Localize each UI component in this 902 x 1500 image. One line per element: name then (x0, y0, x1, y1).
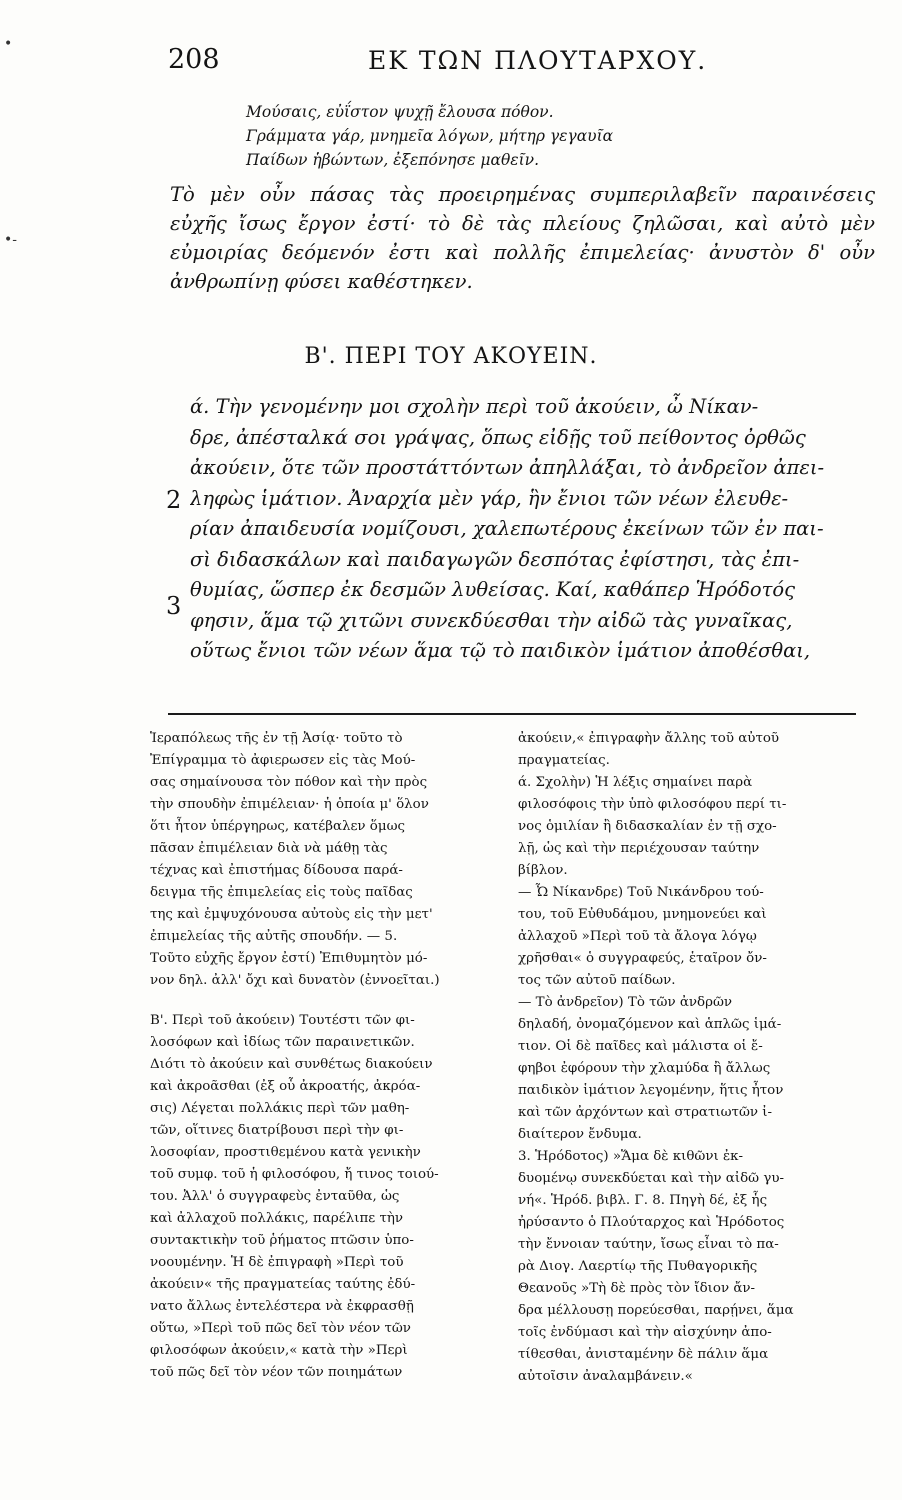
note-line: ἠρύσαντο ὁ Πλούταρχος καὶ Ἡρόδοτος (518, 1215, 785, 1230)
note-line: καὶ ἀκροᾶσθαι (ἐξ οὗ ἀκροατής, ἀκρόα- (150, 1079, 421, 1094)
verse-quotation (246, 100, 766, 172)
note-line: τοῖς ἐνδύμασι καὶ τὴν αἰσχύνην ἀπο- (518, 1325, 772, 1340)
note-line: οὕτω, »Περὶ τοῦ πῶς δεῖ τὸν νέον τῶν (150, 1321, 411, 1336)
note-line: νον δηλ. ἀλλ' ὄχι καὶ δυνατὸν (ἐννοεῖται.) (150, 973, 440, 988)
note-line: σις) Λέγεται πολλάκις περὶ τῶν μαθη- (150, 1101, 410, 1116)
note-line: Τοῦτο εὐχῆς ἔργον ἐστί) Ἐπιθυμητὸν μό- (150, 951, 428, 966)
note-line: νος ὁμιλίαν ἢ διδασκαλίαν ἐν τῇ σχο- (518, 819, 777, 834)
note-line: τοῦ πῶς δεῖ τὸν νέον τῶν ποιημάτων (150, 1365, 403, 1380)
verse-line: Γράμματα γάρ, μνημεῖα λόγων, μήτηρ γεγαυῖα (246, 127, 614, 145)
note-line: τὴν σπουδὴν ἐπιμέλειαν· ἡ ὁποία μ' ὅλον (150, 797, 429, 812)
main-text-line: ἀκούειν, ὅτε τῶν προστάττόντων ἀπηλλάξαι, τὸ ἀνδρεῖον ἀπει- (190, 456, 825, 479)
note-line: 3. Ἡρόδοτος) »Ἅμα δὲ κιθῶνι ἐκ- (518, 1149, 744, 1164)
note-line: Ἐπίγραμμα τὸ ἀφιερωσεν εἰς τὰς Μού- (150, 753, 416, 768)
main-text-line: οὕτως ἔνιοι τῶν νέων ἅμα τῷ τὸ παιδικὸν ἱμάτιον ἀποθέσθαι, (190, 639, 811, 662)
note-line: νοουμένην. Ἡ δὲ ἐπιγραφὴ »Περὶ τοῦ (150, 1255, 404, 1270)
main-text (190, 392, 875, 667)
main-text-line: σὶ διδασκάλων καὶ παιδαγωγῶν δεσπότας ἐφίστησι, τὰς ἐπι- (190, 547, 800, 571)
main-text-line: δρε, ἀπέσταλκά σοι γράψας, ὅπως εἰδῇς τοῦ πείθοντος ὀρθῶς (190, 425, 806, 449)
edge-mark: •- (4, 232, 17, 248)
note-line: λῇ, ὡς καὶ τὴν περιέχουσαν ταύτην (518, 841, 760, 856)
note-line: νή«. Ἡρόδ. βιβλ. Γ. 8. Πηγὴ δέ, ἐξ ἧς (518, 1193, 768, 1208)
note-line: πραγματείας. (518, 753, 610, 768)
edge-mark: • (4, 36, 13, 52)
note-line: τοῦ συμφ. τοῦ ἡ φιλοσόφου, ἤ τινος τοιού- (150, 1167, 439, 1182)
note-line: καὶ τῶν ἀρχόντων καὶ στρατιωτῶν ἰ- (518, 1105, 773, 1120)
note-line: φιλοσόφοις τὴν ὑπὸ φιλοσόφου περί τι- (518, 797, 787, 812)
note-line: δρα μέλλουσῃ πορεύεσθαι, παρῄνει, ἅμα (518, 1303, 794, 1318)
main-text-line: ληφὼς ἱμάτιον. Ἀναρχία μὲν γάρ, ἣν ἔνιοι τῶν νέων ἐλευθε- (190, 486, 789, 510)
verse-line: Μούσαις, εὐΐστον ψυχῇ ἔλουσα πόθον. (246, 103, 554, 121)
note-line: σας σημαίνουσα τὸν πόθον καὶ τὴν πρὸς (150, 775, 428, 790)
footnotes-right-column (518, 728, 863, 1388)
note-line: ά. Σχολὴν) Ἡ λέξις σημαίνει παρὰ (518, 775, 753, 790)
footnote-divider (168, 713, 856, 715)
main-text-line: φησιν, ἅμα τῷ χιτῶνι συνεκδύεσθαι τὴν αἰδῶ τὰς γυναῖκας, (190, 608, 793, 632)
note-line: — Ὦ Νίκανδρε) Τοῦ Νικάνδρου τού- (518, 885, 764, 900)
note-line: ἀλλαχοῦ »Περὶ τοῦ τὰ ἄλογα λόγῳ (518, 929, 757, 944)
note-line: ἀκούειν« τῆς πραγματείας ταύτης ἐδύ- (150, 1277, 416, 1292)
note-line: δυομένῳ συνεκδύεται καὶ τὴν αἰδῶ γυ- (518, 1171, 784, 1186)
note-line: φιλοσόφων ἀκούειν,« κατὰ τὴν »Περὶ (150, 1343, 408, 1358)
note-line: ἐπιμελείας τῆς αὐτῆς σπουδήν. — 5. (150, 929, 398, 944)
note-line: διαίτερον ἔνδυμα. (518, 1127, 642, 1142)
note-line: ὅτι ἦτον ὑπέργηρως, κατέβαλεν ὅμως (150, 819, 405, 834)
note-line: αὐτοῖσιν ἀναλαμβάνειν.« (518, 1369, 693, 1384)
note-line: τέχνας καὶ ἐπιστήμας δίδουσα παρά- (150, 863, 403, 878)
note-line: Θεανοῦς »Τὴ δὲ πρὸς τὸν ἴδιον ἄν- (518, 1281, 756, 1296)
intro-paragraph: Τὸ μὲν οὖν πάσας τὰς προειρημένας συμπεριλαβεῖν παραινέσεις εὐχῆς ἴσως ἔργον ἐστί· τὸ δὲ τὰς πλείους ζηλῶσαι, καὶ αὐτὸ μὲν εὐμοιρίας δεόμενόν ἐστι καὶ πολλῆς ἐπιμελείας· ἀνυστὸν δ' οὖν ἀνθρωπίνῃ φύσει καθέστηκεν. (170, 183, 875, 293)
note-spacer (150, 992, 490, 1010)
note-line: φηβοι ἐφόρουν τὴν χλαμύδα ἢ ἄλλως (518, 1061, 771, 1076)
note-line: παιδικὸν ἱμάτιον λεγομένην, ἥτις ἦτον (518, 1083, 784, 1098)
page-header (168, 40, 728, 90)
note-line: τὴν ἔννοιαν ταύτην, ἴσως εἶναι τὸ πα- (518, 1237, 779, 1252)
note-line: του, τοῦ Εὐθυδάμου, μνημονεύει καὶ (518, 907, 767, 922)
note-line: καὶ ἀλλαχοῦ πολλάκις, παρέλιπε τὴν (150, 1211, 404, 1226)
note-line: λοσοφίαν, προστιθεμένου κατὰ γενικὴν (150, 1145, 421, 1160)
main-text-line: ρίαν ἀπαιδευσία νομίζουσι, χαλεπωτέρους ἐκείνων τῶν ἐν παι- (190, 517, 824, 540)
note-line: του. Ἀλλ' ὁ συγγραφεὺς ἐνταῦθα, ὡς (150, 1189, 400, 1204)
margin-number: 3 (166, 592, 182, 620)
note-line: νατο ἄλλως ἐντελέστερα νὰ ἐκφρασθῇ (150, 1299, 414, 1314)
note-line: συντακτικὴν τοῦ ῥήματος πτῶσιν ὑπο- (150, 1233, 414, 1248)
note-line: πᾶσαν ἐπιμέλειαν διὰ νὰ μάθῃ τὰς (150, 841, 388, 856)
note-line: — Τὸ ἀνδρεῖον) Τὸ τῶν ἀνδρῶν (518, 995, 733, 1010)
note-line: Διότι τὸ ἀκούειν καὶ συνθέτως διακούειν (150, 1057, 433, 1072)
verse-line: Παίδων ἡβώντων, ἐξεπόνησε μαθεῖν. (246, 151, 540, 169)
footnotes-left-column (150, 728, 490, 1384)
note-line: ρὰ Διογ. Λαερτίῳ τῆς Πυθαγορικῆς (518, 1259, 758, 1274)
note-line: της καὶ ἐμψυχόνουσα αὐτοὺς εἰς τὴν μετ' (150, 907, 433, 922)
note-line: δειγμα τῆς ἐπιμελείας εἰς τοὺς παῖδας (150, 885, 413, 900)
note-line: λοσόφων καὶ ἰδίως τῶν παραινετικῶν. (150, 1035, 415, 1050)
main-text-line: θυμίας, ὥσπερ ἐκ δεσμῶν λυθείσας. Καί, καθάπερ Ἡρόδοτός (190, 578, 796, 601)
page-number: 208 (168, 44, 220, 75)
margin-number: 2 (166, 486, 182, 514)
note-line: τιον. Οἱ δὲ παῖδες καὶ μάλιστα οἱ ἔ- (518, 1039, 763, 1054)
main-text-line: ά. Τὴν γενομένην μοι σχολὴν περὶ τοῦ ἀκούειν, ὦ Νίκαν- (190, 395, 759, 418)
note-line: τῶν, οἵτινες διατρίβουσι περὶ τὴν φι- (150, 1123, 404, 1138)
note-line: τος τῶν αὐτοῦ παίδων. (518, 973, 676, 988)
section-heading: Β'. ΠΕΡΙ ΤΟΥ ΑΚΟΥΕΙΝ. (304, 344, 598, 369)
note-line: χρῆσθαι« ὁ συγγραφεύς, ἑταῖρον ὄν- (518, 951, 767, 966)
note-line: Β'. Περὶ τοῦ ἀκούειν) Τουτέστι τῶν φι- (150, 1013, 415, 1028)
note-line: δηλαδή, ὀνομαζόμενον καὶ ἁπλῶς ἱμά- (518, 1017, 782, 1032)
note-line: τίθεσθαι, ἀνισταμένην δὲ πάλιν ἅμα (518, 1347, 769, 1362)
note-line: Ἱεραπόλεως τῆς ἐν τῇ Ἀσίᾳ· τοῦτο τὸ (150, 731, 403, 746)
running-title: ΕΚ ΤΩΝ ΠΛΟΥΤΑΡΧΟΥ. (368, 46, 708, 75)
note-line: ἀκούειν,« ἐπιγραφὴν ἄλλης τοῦ αὐτοῦ (518, 731, 780, 746)
note-line: βίβλον. (518, 863, 568, 878)
